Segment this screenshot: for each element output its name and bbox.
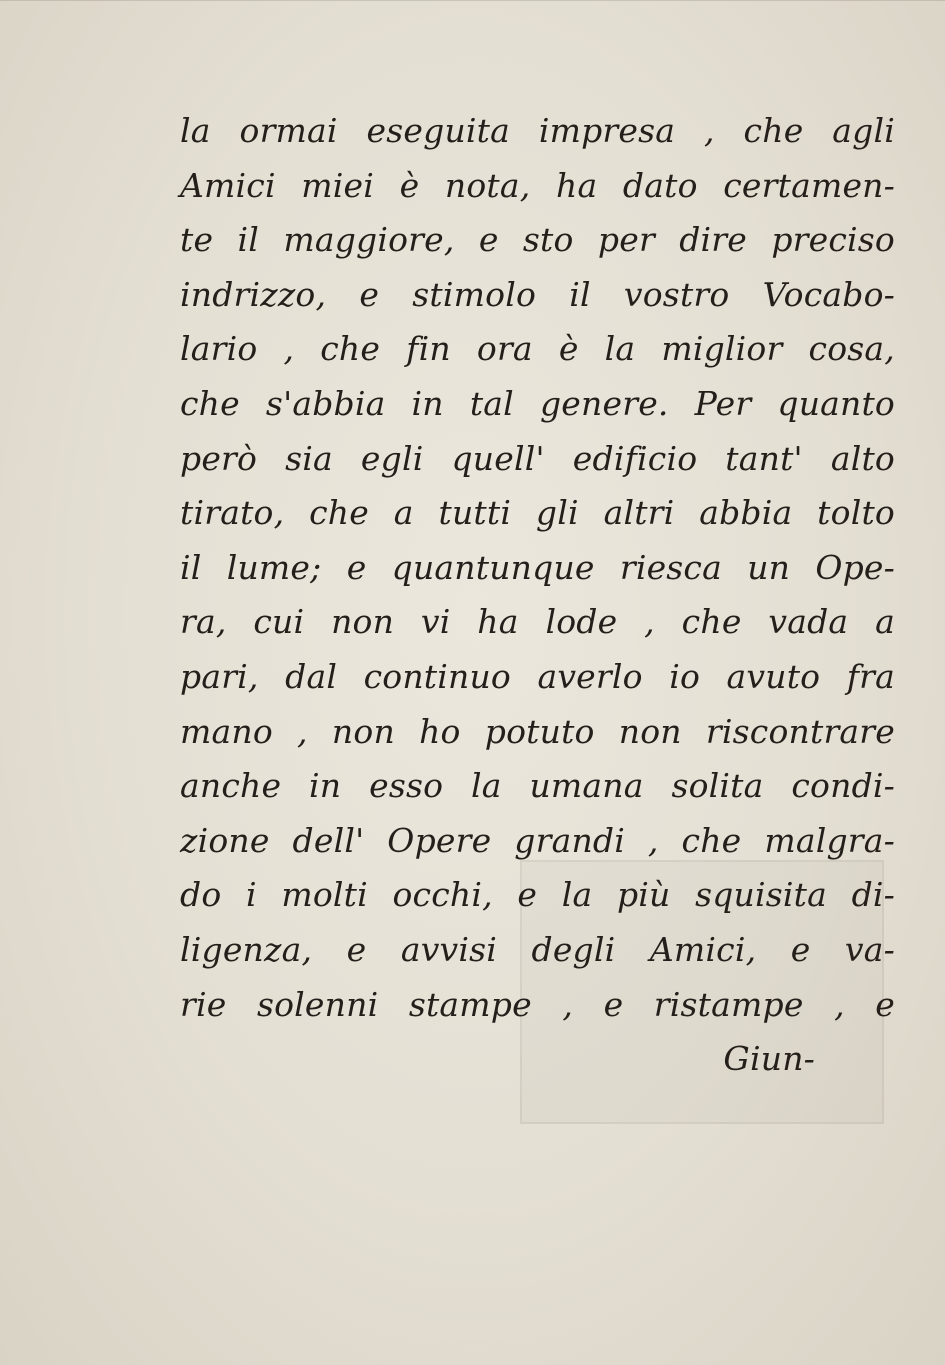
text-line: pari, dal continuo averlo io avuto fra	[180, 656, 895, 696]
text-line: rie solenni stampe , e ristampe , e	[180, 984, 895, 1024]
text-line: anche in esso la umana solita condi-	[180, 766, 895, 806]
text-line: mano , non ho potuto non riscontrare	[180, 711, 895, 751]
text-line: lario , che fin ora è la miglior cosa,	[180, 329, 895, 369]
text-line: ligenza, e avvisi degli Amici, e va-	[180, 929, 895, 969]
text-line: tirato, che a tutti gli altri abbia tolto	[180, 493, 895, 533]
body-text	[180, 104, 895, 1087]
catchword: Giun-	[723, 1039, 815, 1079]
text-line: la ormai eseguita impresa , che agli	[180, 111, 895, 150]
text-line: Amici miei è nota, ha dato certamen-	[180, 165, 895, 205]
text-line: te il maggiore, e sto per dire preciso	[180, 220, 895, 260]
text-line: do i molti occhi, e la più squisita di-	[180, 875, 895, 915]
text-line: indrizzo, e stimolo il vostro Vocabo-	[180, 274, 895, 314]
text-line: il lume; e quantunque riesca un Ope-	[180, 547, 895, 587]
text-line: però sia egli quell' edificio tant' alto	[180, 438, 895, 478]
text-line: zione dell' Opere grandi , che malgra-	[180, 820, 895, 860]
page-edge	[0, 0, 945, 1]
text-line: che s'abbia in tal genere. Per quanto	[180, 383, 895, 423]
text-line: ra, cui non vi ha lode , che vada a	[180, 602, 895, 642]
